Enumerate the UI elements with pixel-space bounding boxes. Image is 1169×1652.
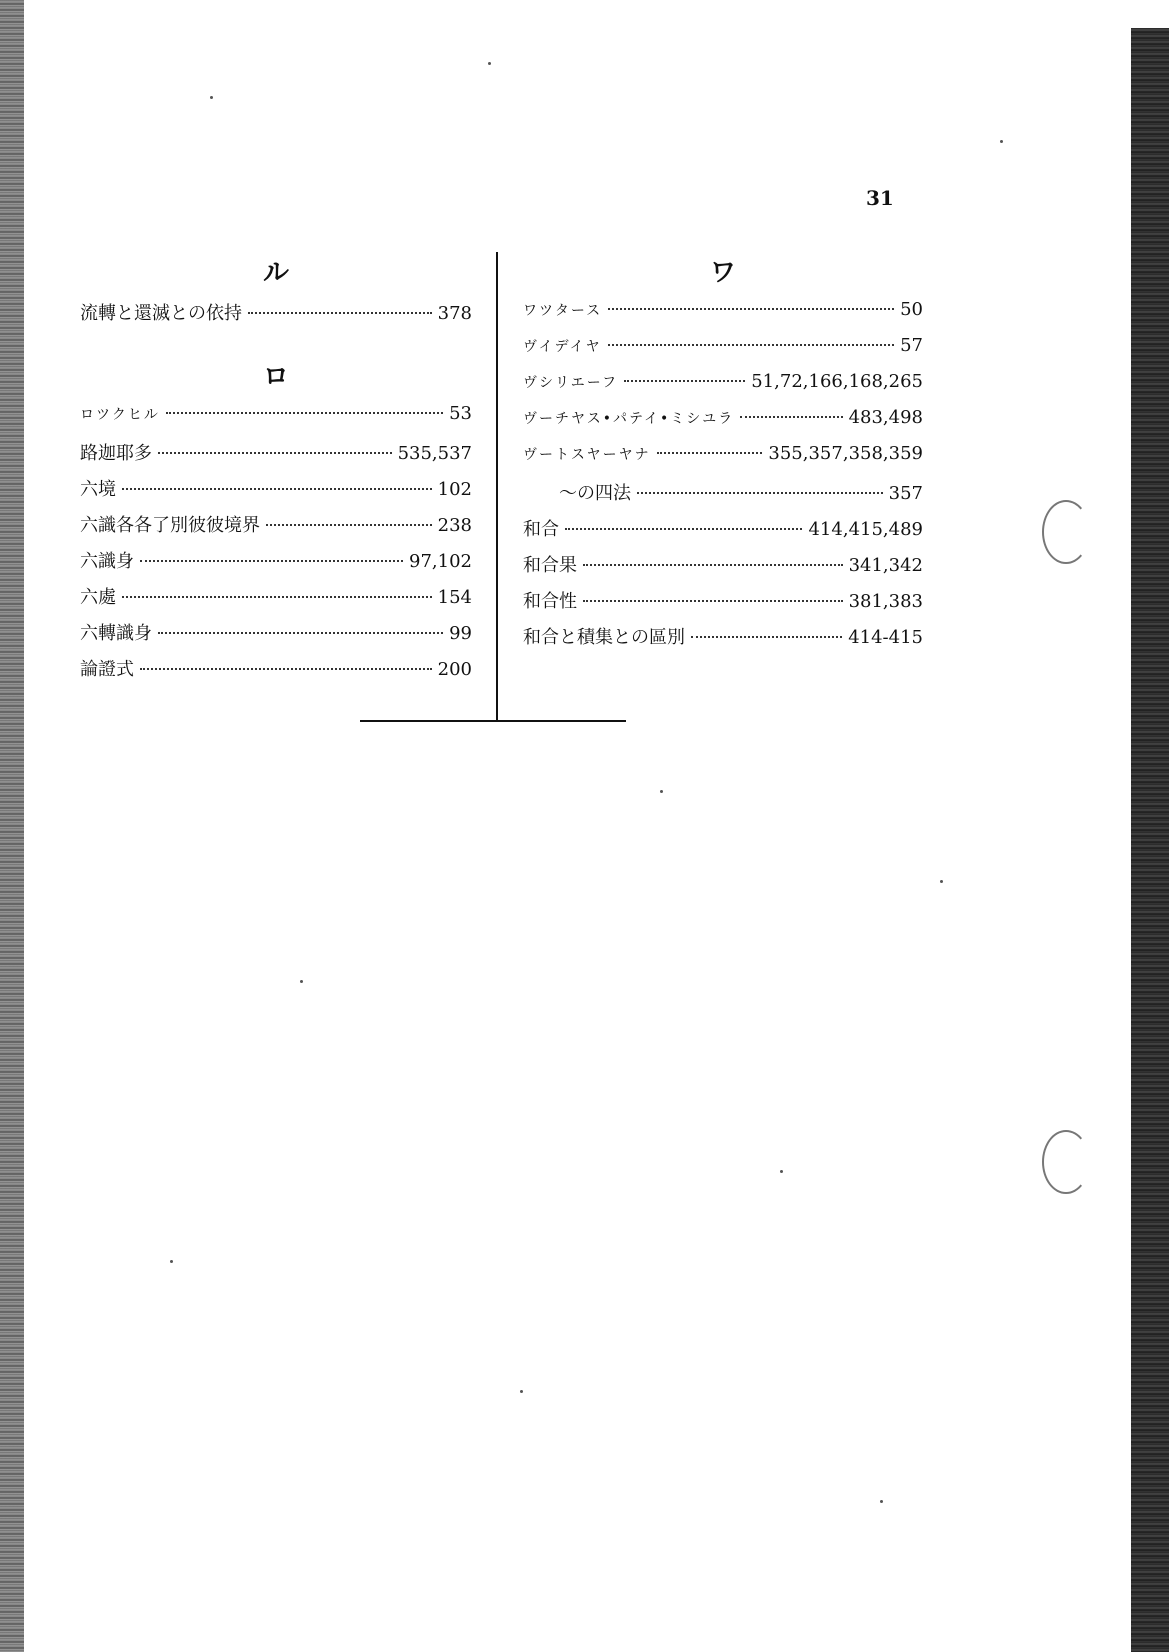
binding-hole-mark bbox=[1042, 1130, 1090, 1194]
scan-speck bbox=[210, 96, 213, 99]
entry-pages: 51,72,166,168,265 bbox=[751, 371, 923, 392]
entry-pages: 50 bbox=[900, 299, 923, 320]
entry-pages: 102 bbox=[437, 479, 472, 500]
index-entry bbox=[523, 623, 923, 659]
entry-term: 〜の四法 bbox=[559, 483, 631, 504]
entry-term: 論證式 bbox=[80, 659, 134, 680]
scan-speck bbox=[880, 1500, 883, 1503]
page-scan-edge-right bbox=[1131, 28, 1169, 1652]
entry-pages: 238 bbox=[437, 515, 472, 536]
entry-pages: 341,342 bbox=[848, 555, 923, 576]
dot-leader bbox=[266, 524, 432, 526]
scan-speck bbox=[780, 1170, 783, 1173]
index-entry bbox=[523, 515, 923, 551]
dot-leader bbox=[657, 452, 763, 454]
dot-leader bbox=[583, 564, 843, 566]
entry-term: ロツクヒル bbox=[80, 407, 160, 423]
entry-pages: 355,357,358,359 bbox=[768, 443, 923, 464]
entry-term: ヴートスヤーヤナ bbox=[523, 447, 651, 463]
dot-leader bbox=[122, 596, 432, 598]
index-entry bbox=[523, 335, 923, 371]
entry-pages: 357 bbox=[888, 483, 923, 504]
entry-term: ヴイデイヤ bbox=[523, 339, 602, 355]
entry-term: 路迦耶多 bbox=[80, 443, 152, 464]
scan-speck bbox=[660, 790, 663, 793]
dot-leader bbox=[624, 380, 745, 382]
scan-speck bbox=[520, 1390, 523, 1393]
scan-speck bbox=[300, 980, 303, 983]
scan-speck bbox=[170, 1260, 173, 1263]
index-entry bbox=[523, 551, 923, 587]
entry-term: ヴーチヤス•パテイ•ミシユラ bbox=[523, 411, 735, 427]
entry-pages: 483,498 bbox=[848, 407, 923, 428]
column-divider bbox=[496, 252, 498, 722]
index-entry bbox=[80, 439, 472, 475]
scan-speck bbox=[488, 62, 491, 65]
entry-pages: 53 bbox=[449, 403, 472, 424]
entry-pages: 414-415 bbox=[848, 627, 923, 648]
entry-term: 六處 bbox=[80, 587, 116, 608]
entry-pages: 381,383 bbox=[848, 591, 923, 612]
entry-pages: 97,102 bbox=[409, 551, 472, 572]
index-entry bbox=[80, 475, 472, 511]
entry-term: ワツタース bbox=[523, 303, 603, 319]
index-column-right bbox=[523, 255, 923, 659]
entry-pages: 414,415,489 bbox=[808, 519, 923, 540]
section-heading-ru: ル bbox=[262, 258, 289, 288]
entry-term: ヴシリエーフ bbox=[523, 375, 619, 391]
scan-speck bbox=[940, 880, 943, 883]
entry-pages: 57 bbox=[900, 335, 923, 356]
dot-leader bbox=[166, 412, 443, 414]
entry-term: 和合果 bbox=[523, 555, 577, 576]
dot-leader bbox=[740, 416, 842, 418]
index-entry bbox=[80, 511, 472, 547]
entry-term: 六識身 bbox=[80, 551, 134, 572]
page-binding-edge-left bbox=[0, 0, 24, 1652]
scan-speck bbox=[1000, 140, 1003, 143]
dot-leader bbox=[583, 600, 843, 602]
index-entry bbox=[523, 443, 923, 479]
index-entry bbox=[523, 371, 923, 407]
index-entry bbox=[80, 299, 472, 335]
index-entry bbox=[80, 547, 472, 583]
entry-term: 流轉と還滅との依持 bbox=[80, 303, 242, 324]
entry-pages: 154 bbox=[437, 587, 472, 608]
entry-pages: 378 bbox=[437, 303, 472, 324]
dot-leader bbox=[140, 560, 403, 562]
index-entry bbox=[523, 587, 923, 623]
entry-term: 和合と積集との區別 bbox=[523, 627, 685, 648]
binding-hole-mark bbox=[1042, 500, 1090, 564]
dot-leader bbox=[637, 492, 883, 494]
index-entry bbox=[80, 619, 472, 655]
section-heading-wa: ワ bbox=[709, 258, 736, 288]
dot-leader bbox=[248, 312, 432, 314]
dot-leader bbox=[140, 668, 432, 670]
index-entry bbox=[80, 403, 472, 439]
index-entry bbox=[523, 407, 923, 443]
entry-pages: 200 bbox=[437, 659, 472, 680]
index-entry bbox=[523, 299, 923, 335]
entry-term: 六識各各了別彼彼境界 bbox=[80, 515, 260, 536]
index-column-left bbox=[80, 255, 472, 691]
index-entry bbox=[80, 583, 472, 619]
entry-term: 六境 bbox=[80, 479, 116, 500]
dot-leader bbox=[691, 636, 842, 638]
dot-leader bbox=[565, 528, 802, 530]
entry-term: 六轉識身 bbox=[80, 623, 152, 644]
entry-pages: 99 bbox=[449, 623, 472, 644]
section-heading-ro: ロ bbox=[262, 362, 289, 392]
dot-leader bbox=[122, 488, 432, 490]
dot-leader bbox=[608, 308, 894, 310]
end-rule bbox=[360, 720, 626, 722]
dot-leader bbox=[158, 452, 392, 454]
dot-leader bbox=[158, 632, 443, 634]
entry-pages: 535,537 bbox=[397, 443, 472, 464]
dot-leader bbox=[608, 344, 894, 346]
entry-term: 和合 bbox=[523, 519, 559, 540]
index-subentry bbox=[523, 479, 923, 515]
entry-term: 和合性 bbox=[523, 591, 577, 612]
index-entry bbox=[80, 655, 472, 691]
page-number: 31 bbox=[866, 186, 894, 210]
